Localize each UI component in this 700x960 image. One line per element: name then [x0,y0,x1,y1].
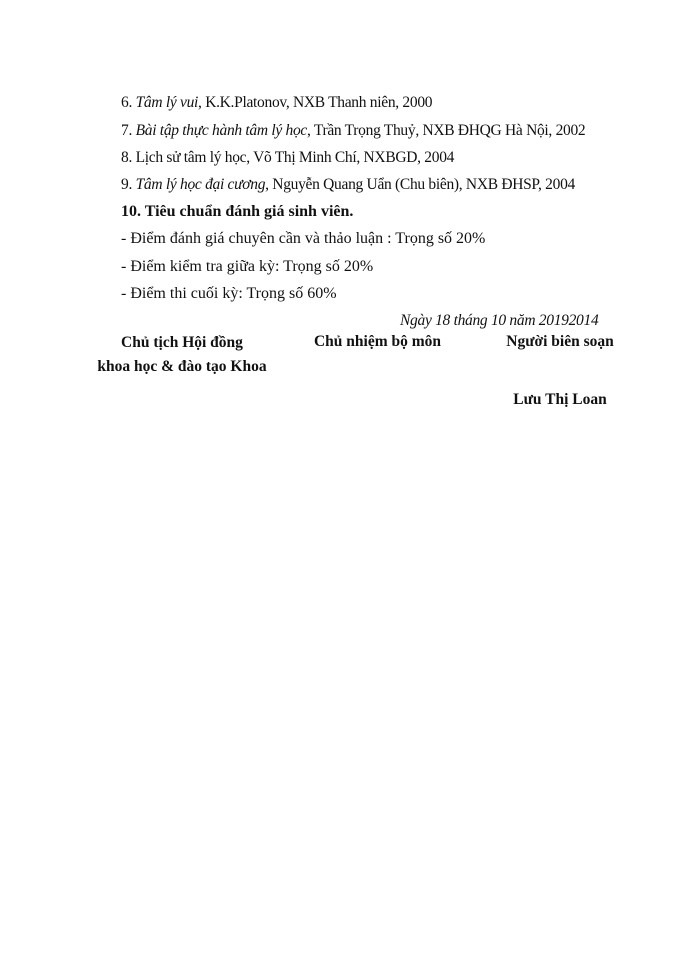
reference-item-8 [121,149,454,167]
council-title-line-1: Chủ tịch Hội đồng [121,334,243,351]
reference-details: , K.K.Platonov, NXB Thanh niên, 2000 [198,94,433,111]
reference-number: 9. [121,176,133,193]
criteria-item: - Điểm thi cuối kỳ: Trọng số 60% [121,285,337,302]
reference-details: , Trần Trọng Thuỷ, NXB ĐHQG Hà Nội, 2002 [307,122,586,139]
criteria-item: - Điểm đánh giá chuyên cần và thảo luận : Trọng số 20% [121,230,486,247]
date-line: Ngày 18 tháng 10 năm 20192014 [400,312,599,329]
reference-title: Tâm lý học đại cương [135,176,266,193]
department-head-title: Chủ nhiệm bộ môn [313,333,442,350]
compiler-title: Người biên soạn [506,333,614,350]
reference-item-6 [121,94,432,112]
criteria-item: - Điểm kiểm tra giữa kỳ: Trọng số 20% [121,258,374,275]
reference-details: Lịch sử tâm lý học, Võ Thị Minh Chí, NXBGD, 2004 [132,149,455,166]
section-heading: 10. Tiêu chuẩn đánh giá sinh viên. [121,203,354,220]
reference-number: 7. [121,122,133,139]
council-title-line-2: khoa học & đào tạo Khoa [97,358,267,375]
reference-number: 8. [121,149,133,166]
reference-details: , Nguyễn Quang Uẩn (Chu biên), NXB ĐHSP, 2004 [265,176,575,193]
reference-title: Bài tập thực hành tâm lý học [135,122,307,139]
reference-item-7 [121,122,585,140]
council-signature-block [92,334,272,376]
reference-item-9 [121,176,575,194]
compiler-name: Lưu Thị Loan [513,391,607,408]
reference-number: 6. [121,94,133,111]
reference-title: Tâm lý vui [135,94,199,111]
